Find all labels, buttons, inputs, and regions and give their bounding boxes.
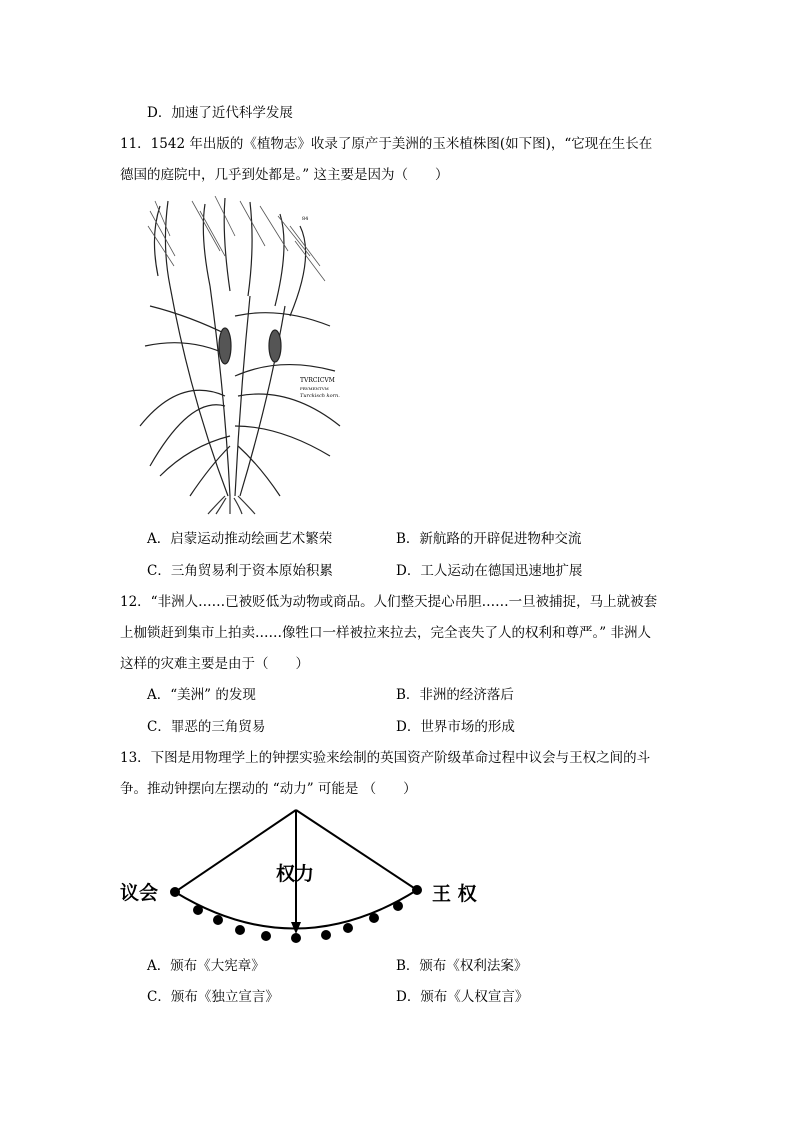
q11-option-c: C．三角贸易利于资本原始积累 xyxy=(147,563,333,579)
royal-power-label: 王 权 xyxy=(432,883,477,905)
pendulum-drawing xyxy=(118,806,478,952)
q12-stem-line2: 上枷锁赶到集市上拍卖……像牲口一样被拉来拉去，完全丧失了人的权利和尊严。” 非洲人 xyxy=(120,625,651,641)
q12-option-d: D．世界市场的形成 xyxy=(396,719,515,735)
pendulum-right-string xyxy=(296,810,417,890)
q11-option-a: A．启蒙运动推动绘画艺术繁荣 xyxy=(147,531,333,547)
q12-option-c: C．罪恶的三角贸易 xyxy=(147,719,266,735)
prev-option-d: D．加速了近代科学发展 xyxy=(147,105,293,121)
corn-caption-1: TVRCICVM xyxy=(300,377,335,384)
q11-stem-line1: 11．1542 年出版的《植物志》收录了原产于美洲的玉米植株图(如下图)，“它现在生长在 xyxy=(120,136,653,152)
q13-option-c: C．颁布《独立宣言》 xyxy=(147,989,279,1005)
q13-stem-line1: 13．下图是用物理学上的钟摆实验来绘制的英国资产阶级革命过程中议会与王权之间的斗 xyxy=(120,750,651,766)
q11-option-b: B．新航路的开辟促进物种交流 xyxy=(396,531,582,547)
corn-corner-mark: 84 xyxy=(302,216,309,222)
pendulum-diagram xyxy=(118,806,478,952)
q12-option-a: A．“美洲” 的发现 xyxy=(147,687,256,703)
q13-option-d: D．颁布《人权宣言》 xyxy=(396,989,529,1005)
parliament-label: 议会 xyxy=(120,882,159,904)
corn-caption-2: FRVMENTVM xyxy=(300,386,329,391)
q13-option-a: A．颁布《大宪章》 xyxy=(147,958,265,974)
q12-option-b: B．非洲的经济落后 xyxy=(396,687,514,703)
q11-stem-line2: 德国的庭院中，几乎到处都是。” 这主要是因为（ ） xyxy=(120,167,449,183)
q13-stem-line2: 争。推动钟摆向左摆动的 “动力” 可能是 （ ） xyxy=(120,781,417,797)
power-label: 权力 xyxy=(276,863,315,885)
corn-plant-drawing xyxy=(130,196,350,516)
corn-plant-illustration xyxy=(130,196,350,516)
corn-caption-3: Turckisch korn. xyxy=(300,393,340,399)
q12-stem-line3: 这样的灾难主要是由于（ ） xyxy=(120,656,309,672)
q12-stem-line1: 12．“非洲人……已被贬低为动物或商品。人们整天提心吊胆……一旦被捕捉，马上就被套 xyxy=(120,594,658,610)
q11-option-d: D．工人运动在德国迅速地扩展 xyxy=(396,563,583,579)
q13-option-b: B．颁布《权利法案》 xyxy=(396,958,528,974)
